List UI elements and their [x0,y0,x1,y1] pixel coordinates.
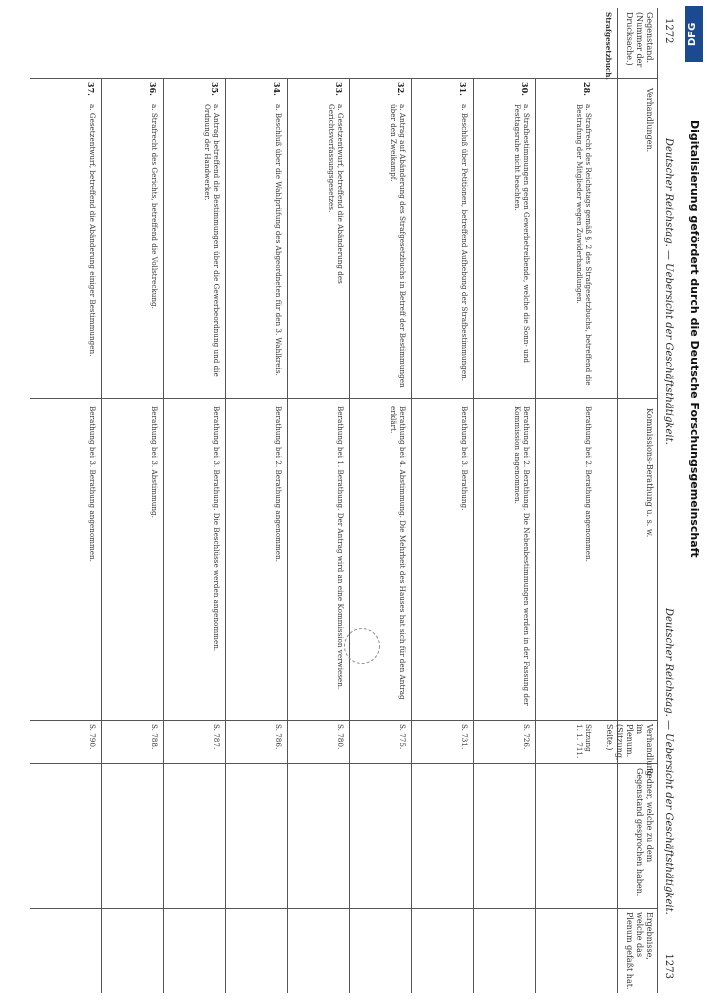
entry-text: a. Antrag auf Abänderung des Strafgesetzbuchs in Betreff der Bestimmungen über den Zweikampf. [389,104,407,388]
column-header-kommission: Kommissions-Berathung u. s. w. [645,408,654,538]
column-divider [30,763,658,764]
entry-number: 31. [458,82,468,96]
entry-deliberation: Berathung bei 4. Abstimmung. Die Mehrheit des Hauses hat sich für den Antrag erklärt. [389,406,407,700]
entry-sitting: S. 790. [88,724,97,750]
column-divider [30,78,658,79]
entry-text: a. Gesetzentwurf, betreffend die Abänderung einiger Bestimmungen. [88,104,97,357]
entry-rule [473,78,474,993]
entry-deliberation: Berathung bei 2. Berathung angenommen. [274,406,283,562]
entry-number: 34. [272,82,282,96]
dfg-notice: Digitalisierung gefördert durch die Deutsche Forschungsgemeinschaft [688,120,701,558]
entry-sitting: S. 786. [274,724,283,750]
entry-number: 37. [86,82,96,96]
entry-sitting: S. 775. [398,724,407,750]
entry-text: a. Antrag betreffend die Bestimmungen über die Gewerbeordnung und die Ordnung der Handwerker. [203,104,221,377]
entry-deliberation: Berathung bei 3. Berathung. [460,406,469,511]
entry-sitting: S. 787. [212,724,221,750]
running-head-right: Deutscher Reichstag. — Uebersicht der Geschäftsthätigkeit. [663,608,674,915]
entry-rule [101,78,102,993]
entry-number: 36. [148,82,158,96]
entry-rule [287,78,288,993]
section-title: Strafgesetzbuch. [604,12,613,81]
entry-rule [411,78,412,993]
header-rule [657,8,658,993]
entry-sitting: S. 780. [336,724,345,750]
entry-sitting: S. 731. [460,724,469,750]
entry-rule [349,78,350,993]
entry-text: a. Beschluß über die Wahlprüfung des Abgeordneten für den 3. Wahlkreis. [274,104,283,376]
entry-rule [535,78,536,993]
dfg-logo-text: DFG [687,22,698,46]
entry-number: 30. [520,82,530,96]
column-divider [30,908,658,909]
entry-number: 33. [334,82,344,96]
dfg-notice-strip [687,120,701,990]
page-number-left: 1272 [663,18,674,44]
entry-deliberation: Berathung bei 1. Berathung. Der Antrag wird an eine Kommission verwiesen. [336,406,345,690]
dfg-logo [685,6,703,62]
rotated-sheet [20,8,680,993]
entry-sitting: S. 788. [150,724,159,750]
entry-deliberation: Berathung bei 3. Berathung angenommen. [88,406,97,562]
entry-sitting: Sitzung 1. 1. 711. [575,724,593,759]
entry-text: a. Strafrecht des Gerichts, betreffend die Vollstreckung. [150,104,159,309]
column-header-verhandlungen: Verhandlungen. [645,88,654,153]
entry-deliberation: Berathung bei 3. Berathung. Die Beschlüsse werden angenommen. [212,406,221,652]
page-number-right: 1273 [663,953,674,979]
library-stamp [344,628,380,664]
column-header-plenum: Verhandlung im Plenum. (Sitzung, Seite.) [605,724,654,776]
entry-deliberation: Berathung bei 2. Berathung angenommen. [584,406,593,562]
entry-number: 35. [210,82,220,96]
column-divider [30,398,658,399]
column-divider [30,720,658,721]
entry-number: 28. [582,82,592,96]
entry-text: a. Beschluß über Petitionen, betreffend Aufhebung der Strafbestimmungen. [460,104,469,382]
entry-deliberation: Berathung bei 2. Berathung. Die Nebenbestimmungen werden in der Fassung der Kommission angenommen. [513,406,531,706]
column-header-ergebnisse: Ergebnisse, welche das Plenum gefaßt hat. [625,912,654,990]
column-header-redner: Redner, welche zu dem Gegenstand gesprochen haben. [635,768,654,897]
entry-text: a. Strafbestimmungen gegen Gewerbetreibende, welche die Sonn- und Festtagsruhe nicht beachten. [513,104,531,363]
entry-text: a. Strafrecht des Reichstags gemäß §. 2 des Strafgesetzbuchs, betreffend die Bestrafung der Mitglieder wegen Zuwiderhandlungen. [575,104,593,386]
column-header-rule [617,8,618,993]
entry-sitting: S. 726. [522,724,531,750]
column-header-gegenstand: Gegenstand. (Nummer der Drucksache.) [625,12,654,68]
entry-rule [225,78,226,993]
entry-deliberation: Berathung bei 3. Abstimmung. [150,406,159,518]
entry-text: a. Gesetzentwurf, betreffend die Abänderung des Gerichtsverfassungsgesetzes. [327,104,345,284]
entry-number: 32. [396,82,406,96]
running-head-left: Deutscher Reichstag. — Uebersicht der Geschäftsthätigkeit. [663,138,674,445]
entry-rule [163,78,164,993]
